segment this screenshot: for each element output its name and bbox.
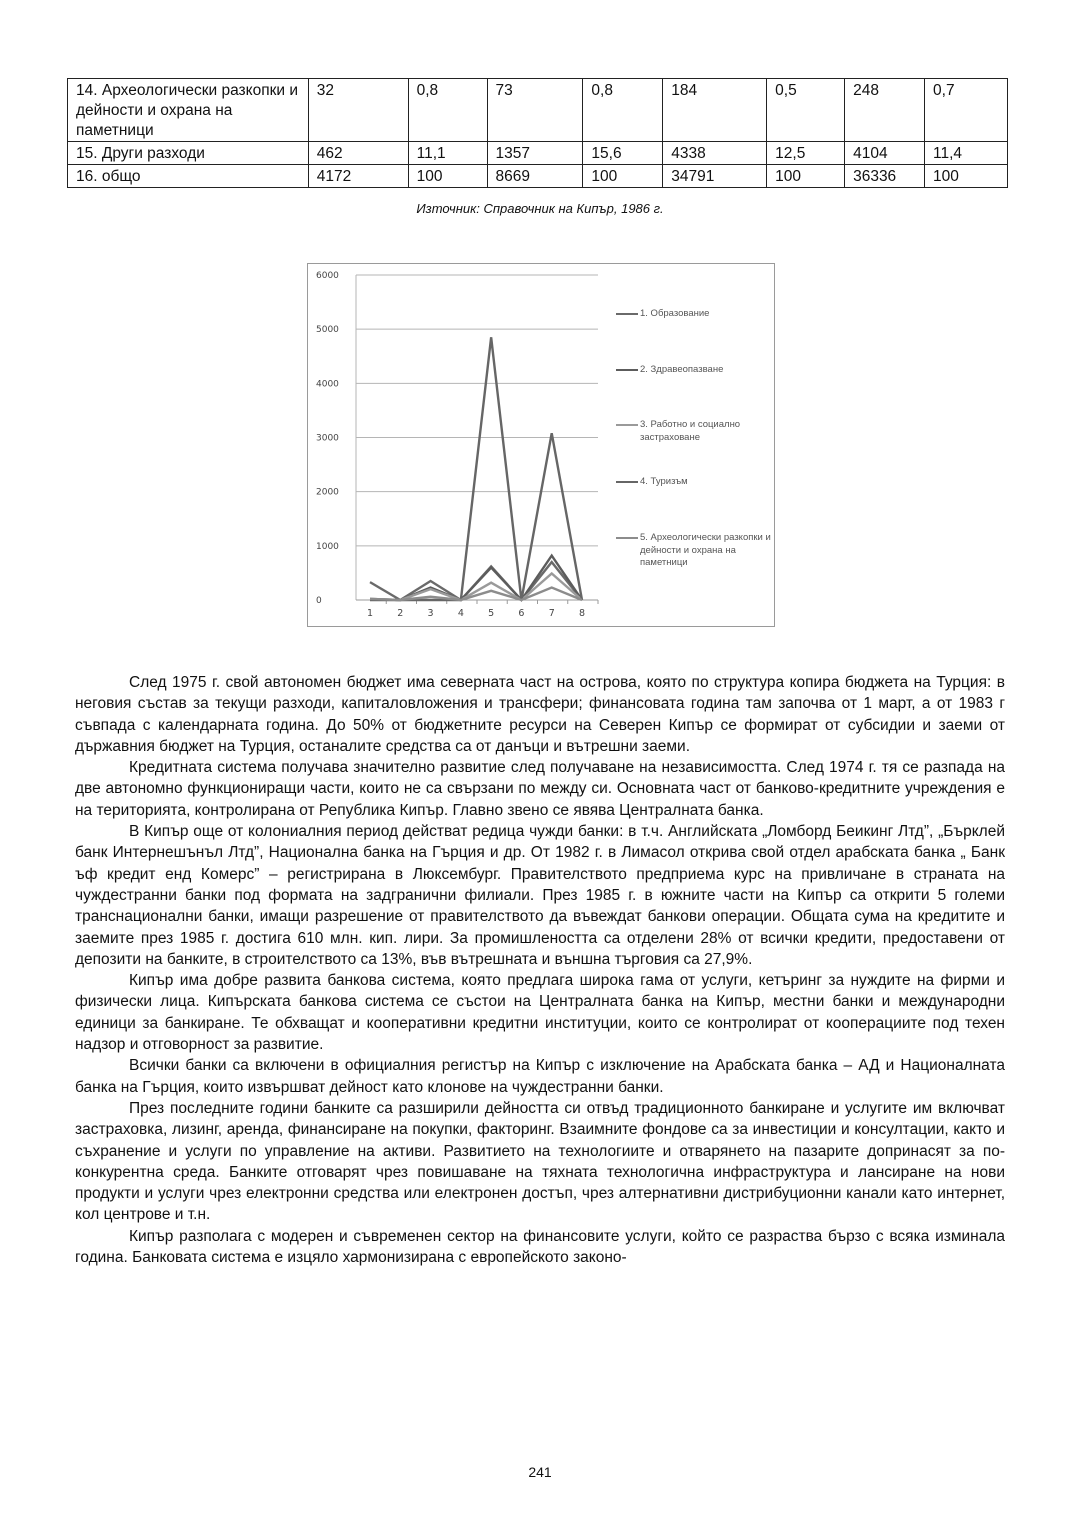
y-tick-label: 0: [316, 596, 322, 606]
series-line: [370, 337, 582, 600]
x-tick-label: 4: [457, 608, 464, 619]
table-cell: 462: [308, 142, 408, 165]
paragraph: След 1975 г. свой автономен бюджет има северната част на острова, която по структура копира бюджета на Турция: в неговия състав за текущи разходи, капиталовложения и трансфери; финансовата година там започва от 1 март, а от 1983 г съвпада с календарната година. До 50% от бюджетните ресурси на Северен Кипър се формират от субсидии и заеми от държавния бюджет на Турция, останалите средства са от данъци и вътрешни заеми.: [75, 674, 1005, 755]
table-cell: 73: [487, 79, 583, 142]
table-cell: 184: [663, 79, 767, 142]
legend-item: [616, 364, 775, 377]
table-cell: 4338: [663, 142, 767, 165]
paragraph: Кипър има добре развита банкова система, която предлага широка гама от услуги, кетъринг за нуждите на фирми и физически лица. Кипърската банкова система се състои на Централната банка на Кипър, местни банки и международни единици за банкиране. Те обхващат и кооперативни кредитни институции, които се контролират от кооперациите под техен надзор и отговорност за развитие.: [75, 972, 1005, 1054]
paragraph: В Кипър още от колониалния период действат редица чужди банки: в т.ч. Английската „Ломборд Беикинг Лтд”, „Бърклей банк Интернешънъл Лтд”, Национална банка на Гърция и др. От 1982 г. в Лимасол открива свой отдел арабската банка „ Банк ъф кредит енд Комерс” – регистрирана в Люксембург. Правителството предприема курс на привличане в страната на чуждестранни банки под формата на задгранични филиали. През 1985 г. в южните части на Кипър са открити 5 големи транснационални банки, имащи разрешение от правителството да въвеждат банкови операции. Общата сума на кредитите и заемите през 1985 г. достига 610 млн. кип. лири. За промишлеността са отделени 28% от всички кредити, предоставени от депозити на банките, в строителството са 13%, във вътрешната и външна търговия са 27,9%.: [75, 823, 1005, 968]
paragraph: Кредитната система получава значително развитие след получаване на независимостта. След 1974 г. тя се разпада на две автономно функциониращи части, които не са свързани по между си. Основната част от банково-кредитните учреждения е на територията, контролирана от Република Кипър. Главно звено се явява Централната банка.: [75, 759, 1005, 819]
table-cell: 0,7: [925, 79, 1008, 142]
paragraph: През последните години банките са разширили дейността си отвъд традиционното банкиране и услугите им включват застраховка, лизинг, аренда, финансиране на покупки, факторинг. Взаимните фондове са за инвестиции и консултации, както и съхранение и услуги по управление на активи. Развитието на технологиите и отварянето на пазарите допринасят за по-конкурентна среда. Банките отговарят чрез повишаване на тяхната технологична инфраструктура и лансиране на нови продукти и услуги чрез електронни средства или електронен достъп, чрез алтернативни дистрибуционни канали като интернет, кол центрове и т.н.: [75, 1099, 1005, 1224]
x-tick-label: 6: [518, 608, 525, 619]
expenditure-table: [67, 78, 1008, 188]
y-tick-label: 5000: [316, 325, 339, 336]
legend-item: [616, 532, 775, 570]
y-tick-label: 1000: [316, 541, 339, 552]
table-cell: 100: [583, 165, 663, 188]
table-cell: 1357: [487, 142, 583, 165]
legend-swatch: [616, 313, 638, 315]
table-cell: 100: [767, 165, 845, 188]
y-tick-label: 4000: [316, 379, 339, 390]
legend-swatch: [616, 481, 638, 483]
paragraph: Всички банки са включени в официалния регистър на Кипър с изключение на Арабската банка – АД и Националната банка на Гърция, които извършват дейност като клонове на чуждестранни банки.: [75, 1057, 1005, 1096]
legend-label: 2. Здравеопазване: [640, 364, 724, 375]
page-number: 241: [528, 1464, 552, 1480]
table-row: [68, 142, 1008, 165]
row-label: 15. Други разходи: [68, 142, 309, 165]
legend-item: [616, 476, 775, 489]
legend-label: 4. Туризъм: [640, 476, 688, 487]
legend-item: [616, 308, 775, 321]
table-cell: 15,6: [583, 142, 663, 165]
legend-swatch: [616, 369, 638, 371]
x-tick-label: 2: [397, 608, 404, 619]
table-cell: 0,8: [583, 79, 663, 142]
table-cell: 100: [408, 165, 487, 188]
table-cell: 0,5: [767, 79, 845, 142]
table-cell: 32: [308, 79, 408, 142]
x-tick-label: 8: [578, 608, 586, 619]
table-cell: 12,5: [767, 142, 845, 165]
table-cell: 34791: [663, 165, 767, 188]
table-source-caption: Източник: Справочник на Кипър, 1986 г.: [416, 201, 664, 216]
row-label: 16. общо: [68, 165, 309, 188]
table-cell: 4104: [845, 142, 925, 165]
legend-item: [616, 419, 775, 444]
table-row: [68, 165, 1008, 188]
legend-label: 3. Работно и социално застраховане: [640, 419, 741, 443]
legend-swatch: [616, 424, 638, 426]
line-chart: [307, 263, 775, 627]
table-cell: 100: [925, 165, 1008, 188]
table-cell: 11,4: [925, 142, 1008, 165]
y-tick-label: 3000: [316, 433, 339, 444]
x-tick-label: 5: [488, 608, 495, 619]
table-cell: 36336: [845, 165, 925, 188]
y-tick-label: 2000: [316, 487, 339, 498]
legend-label: 1. Образование: [640, 308, 710, 319]
legend-label: 5. Археологически разкопки и дейности и охрана на паметници: [640, 532, 771, 568]
table-cell: 8669: [487, 165, 583, 188]
table-row: [68, 79, 1008, 142]
legend-swatch: [616, 537, 638, 539]
x-tick-label: 7: [548, 608, 555, 619]
table-cell: 0,8: [408, 79, 487, 142]
table-cell: 4172: [308, 165, 408, 188]
table-cell: 248: [845, 79, 925, 142]
y-tick-label: 6000: [316, 271, 339, 281]
x-tick-label: 3: [427, 608, 434, 619]
table-cell: 11,1: [408, 142, 487, 165]
row-label: 14. Археологически разкопки и дейности и охрана на паметници: [68, 79, 309, 142]
x-tick-label: 1: [366, 608, 374, 619]
body-text: [75, 672, 1005, 1268]
paragraph: Кипър разполага с модерен и съвременен сектор на финансовите услуги, който се разраства бързо с всяка изминала година. Банковата система е изцяло хармонизирана с европейското законо-: [75, 1227, 1005, 1267]
